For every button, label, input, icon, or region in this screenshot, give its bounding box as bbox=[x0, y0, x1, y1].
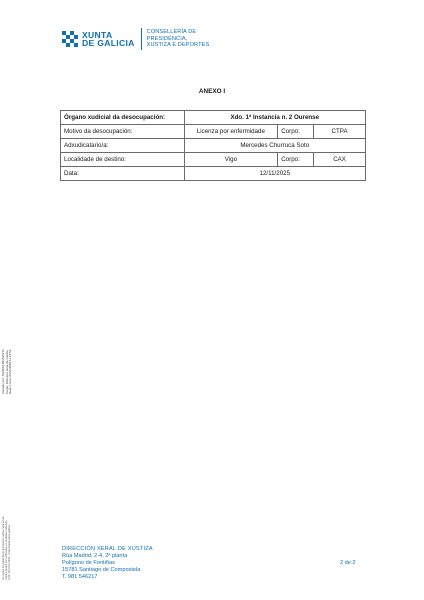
footer-line-1: DIRECCIÓN XERAL DE XUSTIZA bbox=[62, 546, 153, 552]
xunta-flag-icon bbox=[62, 31, 78, 47]
department-line-3: XUSTIZA E DEPORTES bbox=[146, 42, 210, 49]
signature-info bbox=[2, 314, 32, 394]
corpo-label: Corpo: bbox=[278, 125, 314, 139]
footer-address bbox=[62, 546, 153, 581]
signature-line-2: Cargo: Directora xeral de xustiza bbox=[4, 350, 9, 394]
assignee-label: Adxudicatario/a: bbox=[61, 139, 185, 153]
organ-value: Xdo. 1ª Instancia n. 2 Ourense bbox=[184, 111, 365, 125]
reason-value: Licenza por enfermidade bbox=[184, 125, 278, 139]
footer-line-2: Rúa Madrid, 2-4, 2ª planta bbox=[62, 553, 128, 559]
destination-value: Vigo bbox=[184, 153, 278, 167]
corpo-label: Corpo: bbox=[278, 153, 314, 167]
corpo-value: CAX bbox=[314, 153, 366, 167]
logo-line-2: DE GALICIA bbox=[82, 38, 135, 48]
table-row bbox=[61, 167, 366, 181]
department-name bbox=[147, 29, 210, 49]
table-row bbox=[61, 139, 366, 153]
reason-label: Motivo da desocupación: bbox=[61, 125, 185, 139]
department-line-1: CONSELLERÍA DE bbox=[146, 29, 197, 36]
footer-line-5: T. 981 546217 bbox=[62, 574, 98, 580]
table-row bbox=[61, 111, 366, 125]
verification-line-3: CVE: ahcVzG7n6S1 - https://sede.xunta.gal/cve bbox=[8, 524, 12, 580]
signature-line-1: Asinado por: TERESA BOAVISTA bbox=[1, 349, 5, 394]
signature-line-3: Data e hora: 03/11/2025 11:10:52 bbox=[8, 349, 13, 394]
table-row bbox=[61, 153, 366, 167]
footer-line-3: Polígono de Fontiñas bbox=[62, 560, 115, 566]
date-value: 12/11/2025 bbox=[184, 167, 365, 181]
assignee-value: Mercedes Churruca Soto bbox=[184, 139, 365, 153]
page-number: 2 de 2 bbox=[340, 560, 356, 566]
organ-label: Órgano xudicial da desocupación: bbox=[61, 111, 185, 125]
footer-line-4: 15781 Santiago de Compostela bbox=[62, 567, 141, 573]
verification-note bbox=[2, 490, 22, 580]
document-title: ANEXO I bbox=[198, 88, 226, 95]
corpo-value: CTPA bbox=[314, 125, 366, 139]
table-row bbox=[61, 125, 366, 139]
department-line-2: PRESIDENCIA, bbox=[146, 35, 188, 42]
logo-divider bbox=[141, 28, 142, 50]
logo-line-1: XUNTA bbox=[82, 30, 113, 40]
header-logo bbox=[62, 28, 209, 50]
assignment-table bbox=[60, 110, 366, 181]
verification-line-2: copia e poden ser verificadas no enderezo indicado. bbox=[5, 520, 9, 580]
destination-label: Localidade de destino: bbox=[61, 153, 185, 167]
logo-text bbox=[82, 31, 135, 47]
verification-line-1: As copias en papel deste documento teñen carácter de bbox=[2, 516, 5, 580]
date-label: Data: bbox=[61, 167, 185, 181]
